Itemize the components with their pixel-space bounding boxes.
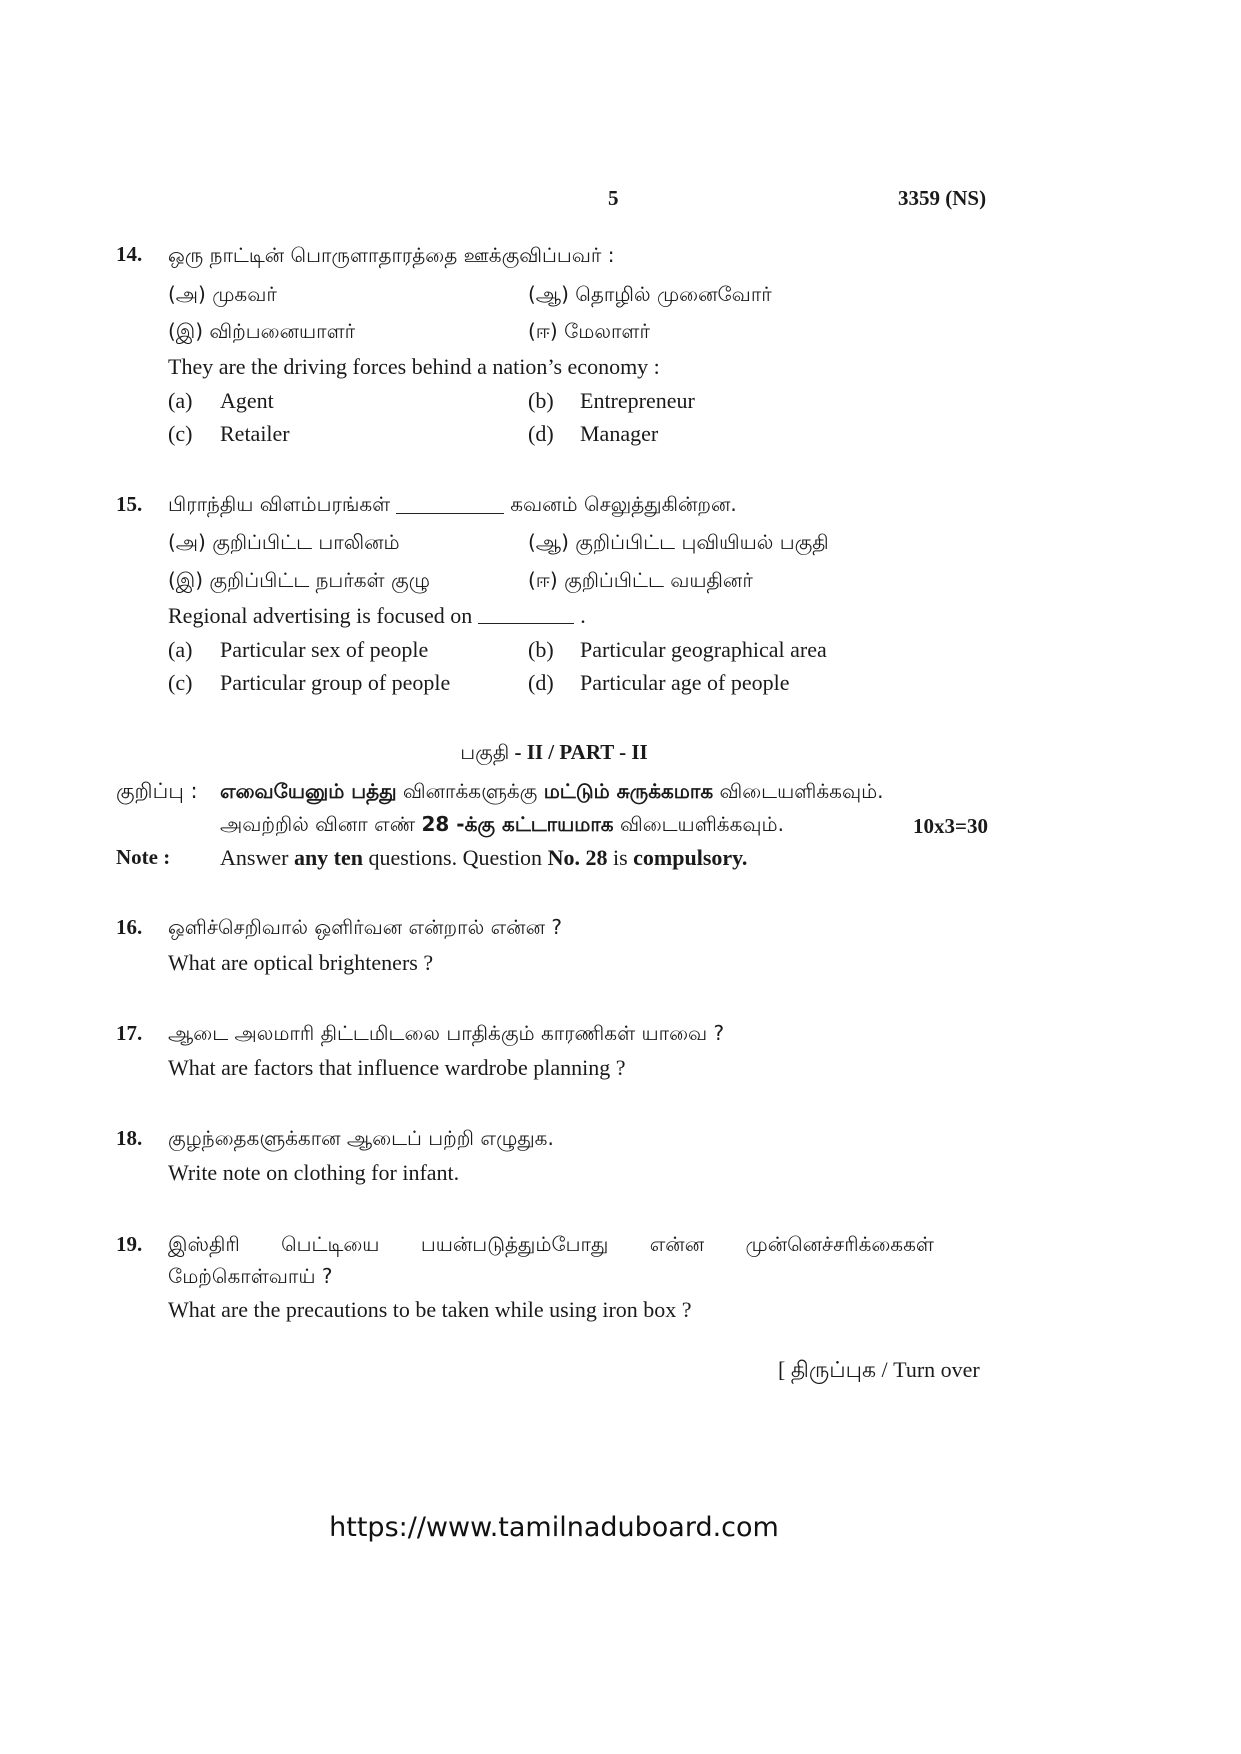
option-b: Particular geographical area bbox=[580, 637, 827, 662]
note-tamil-emph1: எவையேனும் பத்து bbox=[220, 779, 397, 803]
option-label-b: (b) bbox=[528, 637, 554, 662]
option-label-c: (c) bbox=[168, 421, 193, 446]
option-c: Retailer bbox=[220, 421, 290, 446]
part-heading bbox=[0, 740, 1108, 767]
answer-blank bbox=[396, 512, 504, 514]
question-text-english: What are the precautions to be taken while using iron box ? bbox=[168, 1297, 692, 1322]
option-tamil-c: (இ) விற்பனையாளர் bbox=[168, 319, 356, 343]
question-number: 19. bbox=[116, 1232, 143, 1256]
question-text-english-part2: . bbox=[580, 603, 586, 628]
question-number: 14. bbox=[116, 242, 143, 266]
question-text-tamil-line2: மேற்கொள்வாய் ? bbox=[168, 1264, 333, 1288]
tamil-word: பயன்படுத்தும்போது bbox=[420, 1232, 609, 1256]
question-text-tamil-part2: கவனம் செலுத்துகின்றன. bbox=[510, 492, 737, 516]
question-number: 16. bbox=[116, 915, 143, 939]
option-a: Agent bbox=[220, 388, 274, 413]
answer-blank bbox=[478, 622, 574, 624]
note-tamil-emph3: 28 -க்கு கட்டாயமாக bbox=[421, 812, 614, 836]
option-label-d: (d) bbox=[528, 670, 554, 695]
turn-over-text: [ திருப்புக / Turn over bbox=[778, 1357, 980, 1382]
option-tamil-c: (இ) குறிப்பிட்ட நபர்கள் குழு bbox=[168, 568, 430, 592]
part-heading-english: - II / PART - II bbox=[509, 740, 648, 764]
note-emph-1: any ten bbox=[293, 845, 363, 870]
option-label-b: (b) bbox=[528, 388, 554, 413]
option-tamil-a: (அ) முகவர் bbox=[168, 282, 277, 306]
note-tamil-text3: அவற்றில் வினா எண் bbox=[220, 812, 422, 836]
note-emph-2: No. 28 bbox=[547, 845, 608, 870]
tamil-word: பெட்டியை bbox=[281, 1232, 380, 1256]
question-number: 15. bbox=[116, 492, 143, 516]
question-text-english bbox=[168, 603, 586, 629]
option-d: Particular age of people bbox=[580, 670, 790, 695]
question-text-tamil bbox=[168, 492, 737, 519]
question-text-tamil: குழந்தைகளுக்கான ஆடைப் பற்றி எழுதுக. bbox=[168, 1126, 554, 1150]
tamil-word: முன்னெச்சரிக்கைகள் bbox=[745, 1232, 934, 1256]
paper-code: 3359 (NS) bbox=[898, 186, 987, 210]
note-tamil-text4: விடையளிக்கவும். bbox=[613, 812, 784, 836]
option-d: Manager bbox=[580, 421, 659, 446]
option-b: Entrepreneur bbox=[580, 388, 695, 413]
option-a: Particular sex of people bbox=[220, 637, 429, 662]
note-tamil-line2 bbox=[220, 812, 784, 839]
option-label-d: (d) bbox=[528, 421, 554, 446]
option-label-a: (a) bbox=[168, 637, 193, 662]
option-tamil-b: (ஆ) குறிப்பிட்ட புவியியல் பகுதி bbox=[528, 530, 829, 554]
note-tamil-text2: விடையளிக்கவும். bbox=[713, 779, 884, 803]
option-label-c: (c) bbox=[168, 670, 193, 695]
question-text-tamil-part1: பிராந்திய விளம்பரங்கள் bbox=[168, 492, 391, 516]
note-english-text bbox=[220, 845, 747, 871]
turn-over-note bbox=[778, 1357, 980, 1386]
question-text-english-part1: Regional advertising is focused on bbox=[168, 603, 473, 628]
question-number: 18. bbox=[116, 1126, 143, 1150]
option-tamil-b: (ஆ) தொழில் முனைவோர் bbox=[528, 282, 772, 306]
question-text-english: What are factors that influence wardrobe planning ? bbox=[168, 1055, 626, 1080]
note-tamil-line1 bbox=[220, 779, 884, 806]
question-text-tamil: ஒளிச்செறிவால் ஒளிர்வன என்றால் என்ன ? bbox=[168, 915, 562, 939]
note-tamil-text1: வினாக்களுக்கு bbox=[396, 779, 544, 803]
option-label-a: (a) bbox=[168, 388, 193, 413]
tamil-word: என்ன bbox=[649, 1232, 705, 1256]
note-text-2: questions. Question bbox=[363, 845, 548, 870]
option-c: Particular group of people bbox=[220, 670, 451, 695]
question-number: 17. bbox=[116, 1021, 143, 1045]
note-tamil-label: குறிப்பு : bbox=[116, 779, 198, 803]
option-tamil-a: (அ) குறிப்பிட்ட பாலினம் bbox=[168, 530, 400, 554]
question-text-tamil-line1 bbox=[168, 1232, 934, 1259]
question-text-tamil: ஆடை அலமாரி திட்டமிடலை பாதிக்கும் காரணிகள் யாவை ? bbox=[168, 1021, 725, 1045]
part-heading-tamil: பகுதி bbox=[460, 740, 510, 764]
tamil-word: இஸ்திரி bbox=[168, 1232, 240, 1256]
question-text-english: Write note on clothing for infant. bbox=[168, 1160, 460, 1185]
marks-allocation: 10x3=30 bbox=[913, 814, 988, 838]
note-tamil-emph2: மட்டும் சுருக்கமாக bbox=[543, 779, 714, 803]
option-tamil-d: (ஈ) மேலாளர் bbox=[528, 319, 650, 343]
page-number: 5 bbox=[608, 186, 619, 210]
option-tamil-d: (ஈ) குறிப்பிட்ட வயதினர் bbox=[528, 568, 753, 592]
note-emph-3: compulsory. bbox=[633, 845, 748, 870]
question-text-english: They are the driving forces behind a nation’s economy : bbox=[168, 354, 660, 379]
question-text-tamil: ஒரு நாட்டின் பொருளாதாரத்தை ஊக்குவிப்பவர் : bbox=[168, 243, 615, 267]
note-text-1: Answer bbox=[220, 845, 294, 870]
website-url[interactable]: https://www.tamilnaduboard.com bbox=[329, 1512, 779, 1543]
note-text-3: is bbox=[607, 845, 634, 870]
question-text-english: What are optical brighteners ? bbox=[168, 950, 434, 975]
note-english-label: Note : bbox=[116, 845, 171, 869]
